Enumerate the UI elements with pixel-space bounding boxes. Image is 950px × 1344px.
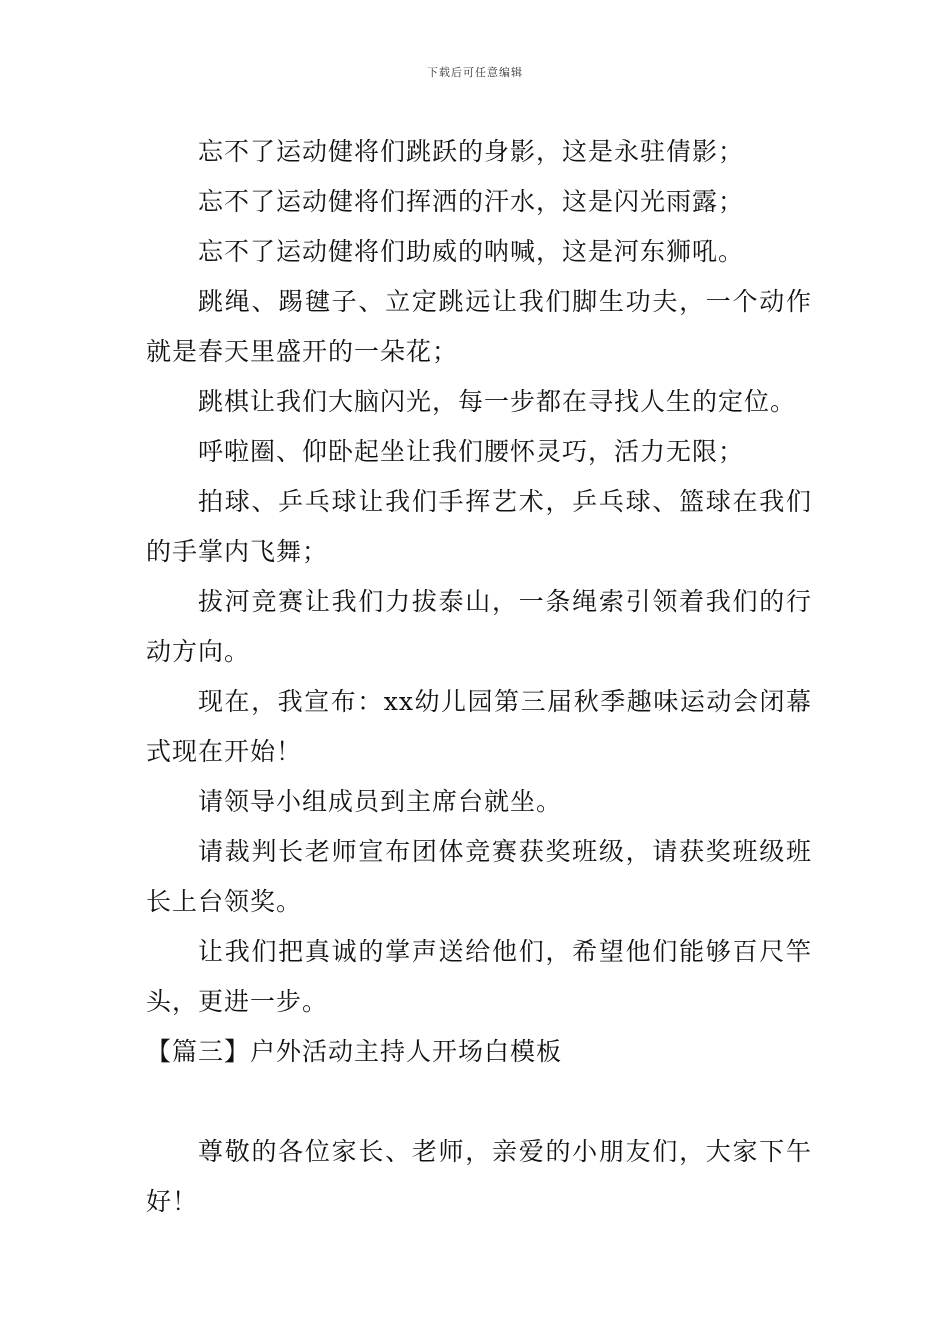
paragraph: 忘不了运动健将们挥洒的汗水，这是闪光雨露； (198, 187, 745, 216)
blank-line (146, 1077, 812, 1127)
paragraph: 现在，我宣布：xx幼儿园第三届秋季趣味运动会闭幕式现在开始！ (146, 687, 812, 766)
page-header-note: 下载后可任意编辑 (427, 66, 523, 79)
paragraph: 跳绳、踢毽子、立定跳远让我们脚生功夫，一个动作就是春天里盛开的一朵花； (146, 287, 812, 366)
paragraph: 拍球、乒乓球让我们手挥艺术，乒乓球、篮球在我们的手掌内飞舞； (146, 487, 812, 566)
paragraph: 拔河竞赛让我们力拔泰山，一条绳索引领着我们的行动方向。 (146, 587, 812, 666)
paragraph: 呼啦圈、仰卧起坐让我们腰怀灵巧，活力无限； (198, 437, 745, 466)
document-body (146, 127, 812, 1227)
paragraph: 忘不了运动健将们跳跃的身影，这是永驻倩影； (198, 137, 745, 166)
paragraph: 让我们把真诚的掌声送给他们，希望他们能够百尺竿头，更进一步。 (146, 937, 812, 1016)
paragraph: 跳棋让我们大脑闪光，每一步都在寻找人生的定位。 (198, 387, 797, 416)
section-title: 【篇三】户外活动主持人开场白模板 (146, 1037, 563, 1066)
paragraph: 尊敬的各位家长、老师，亲爱的小朋友们，大家下午好！ (146, 1137, 812, 1216)
paragraph: 忘不了运动健将们助威的呐喊，这是河东狮吼。 (198, 237, 745, 266)
paragraph: 请领导小组成员到主席台就坐。 (198, 787, 563, 816)
paragraph: 请裁判长老师宣布团体竞赛获奖班级，请获奖班级班长上台领奖。 (146, 837, 812, 916)
